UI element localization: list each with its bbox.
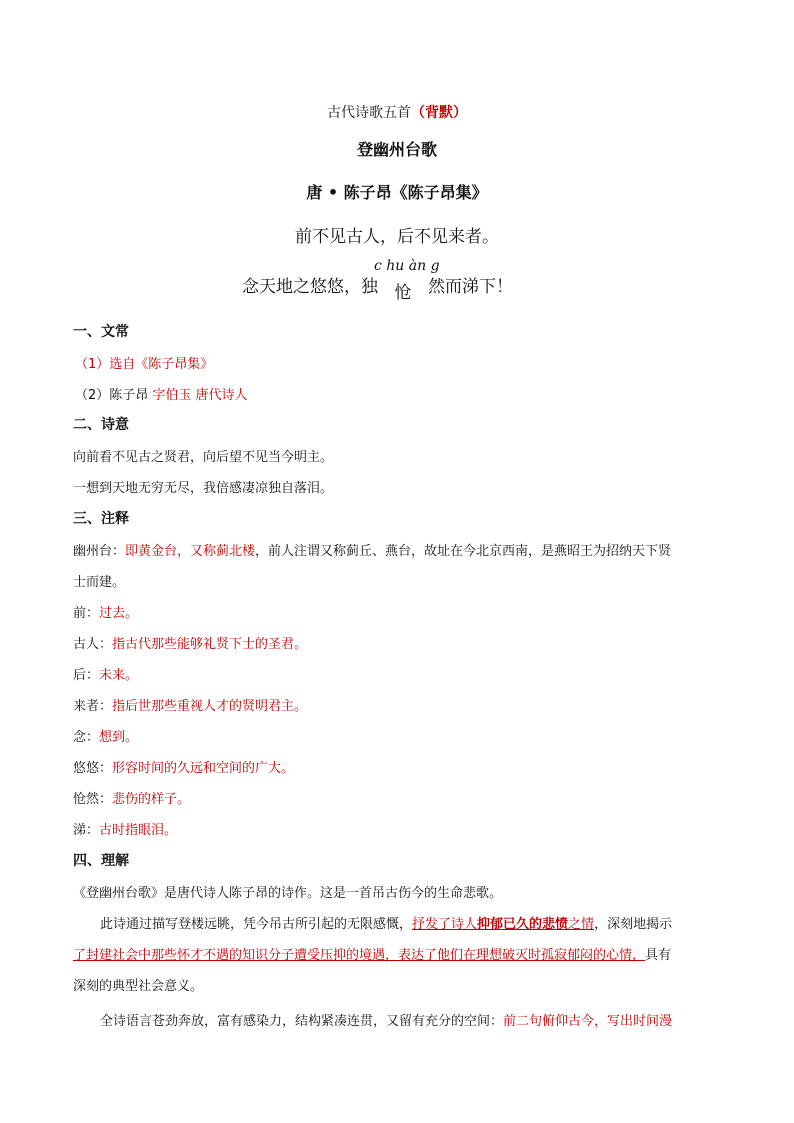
section-4-paragraph-3	[100, 1010, 672, 1029]
section-4-paragraph-1: 《登幽州台歌》是唐代诗人陈子昂的诗作。这是一首吊古伤今的生命悲歌。	[73, 886, 503, 901]
note-text-red: 古时指眼泪。	[99, 823, 178, 838]
note-term: 念：	[73, 730, 100, 745]
note-text-red: 即黄金台，又称蓟北楼	[125, 544, 256, 559]
note-term: 古人：	[73, 637, 113, 652]
poem-line-1: 前不见古人，后不见来者。	[295, 227, 499, 247]
section-2-line-2: 一想到天地无穷无尽，我倍感凄凉独自落泪。	[73, 481, 334, 496]
p3-part-a: 全诗语言苍劲奔放，富有感染力，结构紧凑连贯，又留有充分的空间：	[100, 1014, 504, 1029]
section-1-item-2	[75, 384, 248, 403]
section-4-paragraph-2-line-3: 深刻的典型社会意义。	[73, 979, 204, 994]
annotated-char: 怆	[394, 283, 412, 303]
section-1-item-1: （1）选自《陈子昂集》	[75, 357, 214, 372]
p2-part-a: 此诗通过描写登楼远眺，凭今吊古所引起的无限感慨，	[100, 917, 413, 932]
pinyin-text: c hu àn g	[374, 258, 440, 274]
note-term: 来者：	[73, 699, 113, 714]
item-2-rest: 字伯玉 唐代诗人	[152, 388, 248, 403]
note-item	[73, 664, 138, 683]
poem-line-2-start: 念天地之悠悠，独	[242, 277, 378, 297]
section-3-heading: 三、注释	[73, 511, 129, 527]
p3-part-b: 前二句俯仰古今，写出时间漫	[503, 1014, 673, 1029]
poem-line-2	[242, 258, 513, 303]
note-item	[73, 540, 671, 559]
item-2-prefix: （2）陈子昂	[75, 388, 153, 403]
note-text-red: 指古代那些能够礼贤下士的圣君。	[112, 637, 308, 652]
note-item-continuation: 士而建。	[73, 575, 126, 590]
note-term: 涕：	[73, 823, 100, 838]
note-item	[73, 757, 294, 776]
note-text-red: 指后世那些重视人才的贤明君主。	[112, 699, 308, 714]
note-term: 前：	[73, 606, 100, 621]
section-4-heading: 四、理解	[73, 853, 129, 869]
poem-line-2-end: 然而涕下！	[428, 277, 513, 297]
note-term: 幽州台：	[73, 544, 126, 559]
note-item	[73, 788, 190, 807]
section-4-paragraph-2-line-2	[73, 944, 671, 963]
p2-part-e: ，深刻地揭示	[594, 917, 673, 932]
poem-title: 登幽州台歌	[356, 140, 437, 159]
p2-part-c: 抑郁已久的悲愤	[477, 917, 569, 932]
section-4-paragraph-2-line-1	[100, 913, 672, 932]
p2-line-2-tail: 具有	[645, 948, 672, 963]
title-text: 古代诗歌五首	[327, 105, 411, 121]
note-item	[73, 602, 138, 621]
p2-line-2-text: 了封建社会中那些怀才不遇的知识分子遭受压抑的境遇，表达了他们在理想破灭时孤寂郁闷的心情，	[73, 948, 646, 963]
p2-part-d: 之情	[568, 917, 595, 932]
note-item	[73, 819, 177, 838]
note-text-red: 未来。	[99, 668, 139, 683]
document-title	[0, 102, 794, 122]
section-2-line-1: 向前看不见古之贤君，向后望不见当今明主。	[73, 450, 334, 465]
note-item	[73, 633, 307, 652]
author-line: 唐 • 陈子昂《陈子昂集》	[306, 183, 488, 202]
note-text-red: 想到。	[99, 730, 139, 745]
note-term: 后：	[73, 668, 100, 683]
pinyin-annotated-char	[374, 258, 440, 303]
note-text-red: 过去。	[99, 606, 139, 621]
section-1-heading: 一、文常	[73, 324, 129, 340]
note-text-rest: ，前人注谓又称蓟丘、燕台，故址在今北京西南，是燕昭王为招纳天下贤	[255, 544, 672, 559]
note-term: 悠悠：	[73, 761, 113, 776]
note-item	[73, 726, 138, 745]
title-note: （背默）	[411, 105, 467, 121]
note-item	[73, 695, 307, 714]
note-text-red: 形容时间的久远和空间的广大。	[112, 761, 295, 776]
note-term: 怆然：	[73, 792, 113, 807]
p2-part-b: 抒发了诗人	[412, 917, 478, 932]
section-2-heading: 二、诗意	[73, 417, 129, 433]
note-text-red: 悲伤的样子。	[112, 792, 191, 807]
